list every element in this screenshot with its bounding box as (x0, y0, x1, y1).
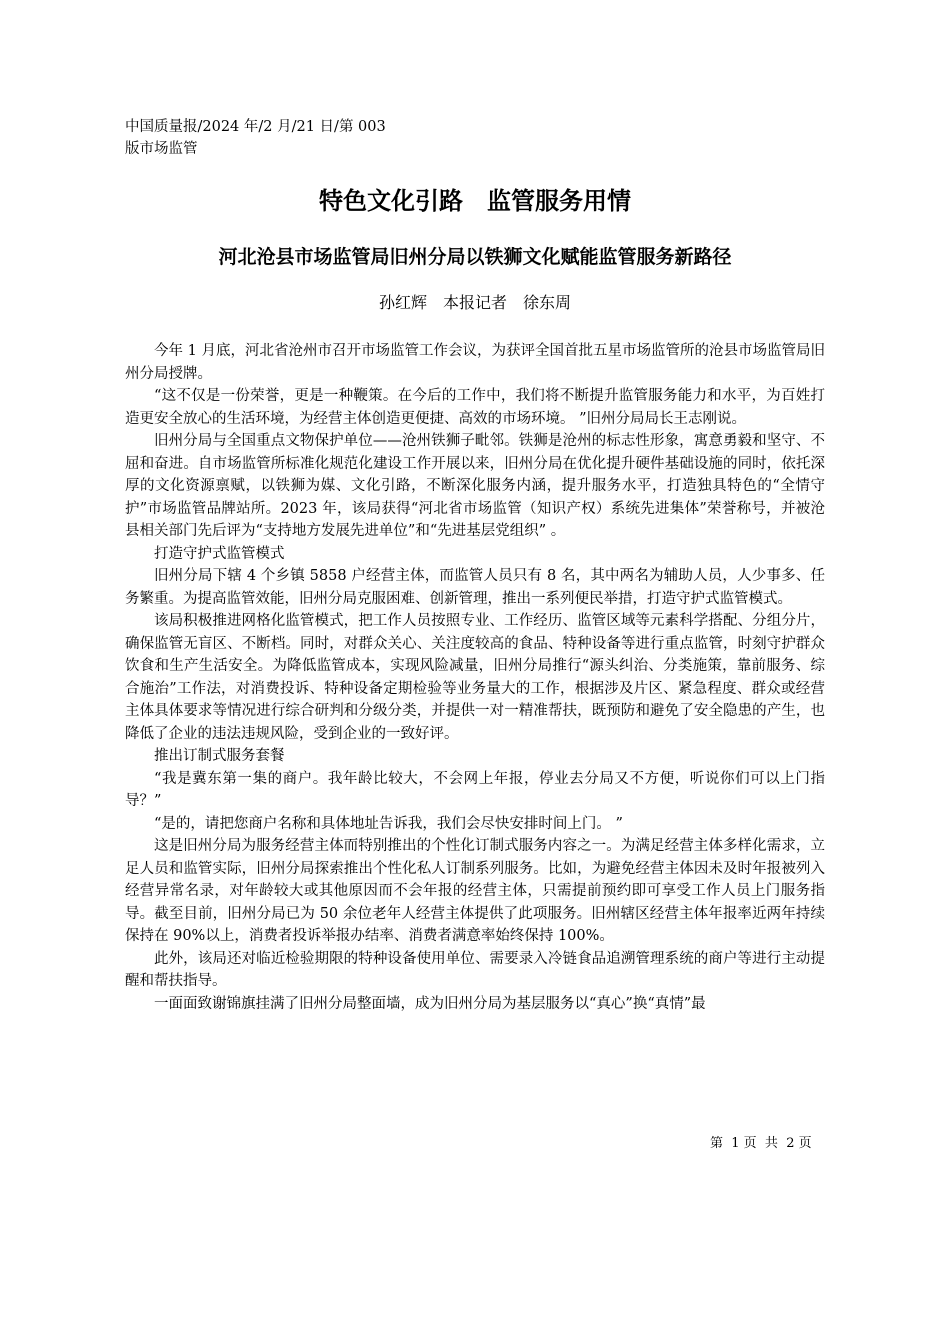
paragraph: 今年 1 月底，河北省沧州市召开市场监管工作会议，为获评全国首批五星市场监管所的沧县市场监管局旧州分局授牌。 (125, 343, 825, 382)
paragraph: 一面面致谢锦旗挂满了旧州分局整面墙，成为旧州分局为基层服务以“真心”换“真情”最 (154, 995, 706, 1012)
page-number: 第 1 页 共 2 页 (710, 1136, 812, 1151)
paragraph: 这是旧州分局为服务经营主体而特别推出的个性化订制式服务内容之一。为满足经营主体多样化需求，立足人员和监管实际，旧州分局探索推出个性化私人订制系列服务。比如，为避免经营主体因未及时年报被列入经营异常名录，对年龄较大或其他原因而不会年报的经营主体，只需提前预约即可享受工作人员上门服务指导。截至目前，旧州分局已为 50 余位老年人经营主体提供了此项服务。旧州辖区经营主体年报率近两年持续保持在 90%以上，消费者投诉举报办结率、消费者满意率始终保持 100%。 (125, 838, 825, 944)
paragraph: “这不仅是一份荣誉，更是一种鞭策。在今后的工作中，我们将不断提升监管服务能力和水平，为百姓打造更安全放心的生活环境，为经营主体创造更便捷、高效的市场环境。 ”旧州分局局长王志刚说。 (125, 388, 825, 427)
article-title: 特色文化引路 监管服务用情 (319, 187, 631, 215)
paragraph: 此外，该局还对临近检验期限的特种设备使用单位、需要录入冷链食品追溯管理系统的商户等进行主动提醒和帮扶指导。 (125, 950, 825, 989)
section-heading: 打造守护式监管模式 (154, 545, 285, 562)
paragraph: 旧州分局下辖 4 个乡镇 5858 户经营主体，而监管人员只有 8 名，其中两名为辅助人员，人少事多、任务繁重。为提高监管效能，旧州分局克服困难、创新管理，推出一系列便民举措，打造守护式监管模式。 (125, 568, 825, 607)
source-line-1: 中国质量报/2024 年/2 月/21 日/第 003 (125, 119, 386, 135)
paragraph: “是的，请把您商户名称和具体地址告诉我，我们会尽快安排时间上门。 ” (154, 815, 623, 832)
article-body (125, 340, 825, 1015)
section-heading: 推出订制式服务套餐 (154, 748, 285, 764)
paragraph: “我是冀东第一集的商户。我年龄比较大，不会网上年报，停业去分局又不方便，听说你们可以上门指导？” (125, 770, 825, 809)
source-line-2: 版市场监管 (125, 141, 198, 157)
article-byline: 孙红辉 本报记者 徐东周 (378, 293, 571, 312)
article-subtitle: 河北沧县市场监管局旧州分局以铁狮文化赋能监管服务新路径 (218, 246, 732, 268)
source-info (125, 116, 425, 160)
paragraph: 旧州分局与全国重点文物保护单位——沧州铁狮子毗邻。铁狮是沧州的标志性形象，寓意勇毅和坚守、不屈和奋进。自市场监管所标准化规范化建设工作开展以来，旧州分局在优化提升硬件基础设施的同时，依托深厚的文化资源禀赋，以铁狮为媒、文化引路，不断深化服务内涵，提升服务水平，打造独具特色的“全情守护”市场监管品牌站所。2023 年，该局获得“河北省市场监管（知识产权）系统先进集体”荣誉称号，并被沧县相关部门先后评为“支持地方发展先进单位”和“先进基层党组织” 。 (125, 433, 825, 539)
paragraph: 该局积极推进网格化监管模式，把工作人员按照专业、工作经历、监管区域等元素科学搭配、分组分片，确保监管无盲区、不断档。同时，对群众关心、关注度较高的食品、特种设备等进行重点监管，时刻守护群众饮食和生产生活安全。为降低监管成本，实现风险减量，旧州分局推行“源头纠治、分类施策，靠前服务、综合施治”工作法，对消费投诉、特种设备定期检验等业务量大的工作，根据涉及片区、紧急程度、群众或经营主体具体要求等情况进行综合研判和分级分类，并提供一对一精准帮扶，既预防和避免了安全隐患的产生，也降低了企业的违法违规风险，受到企业的一致好评。 (125, 613, 825, 742)
